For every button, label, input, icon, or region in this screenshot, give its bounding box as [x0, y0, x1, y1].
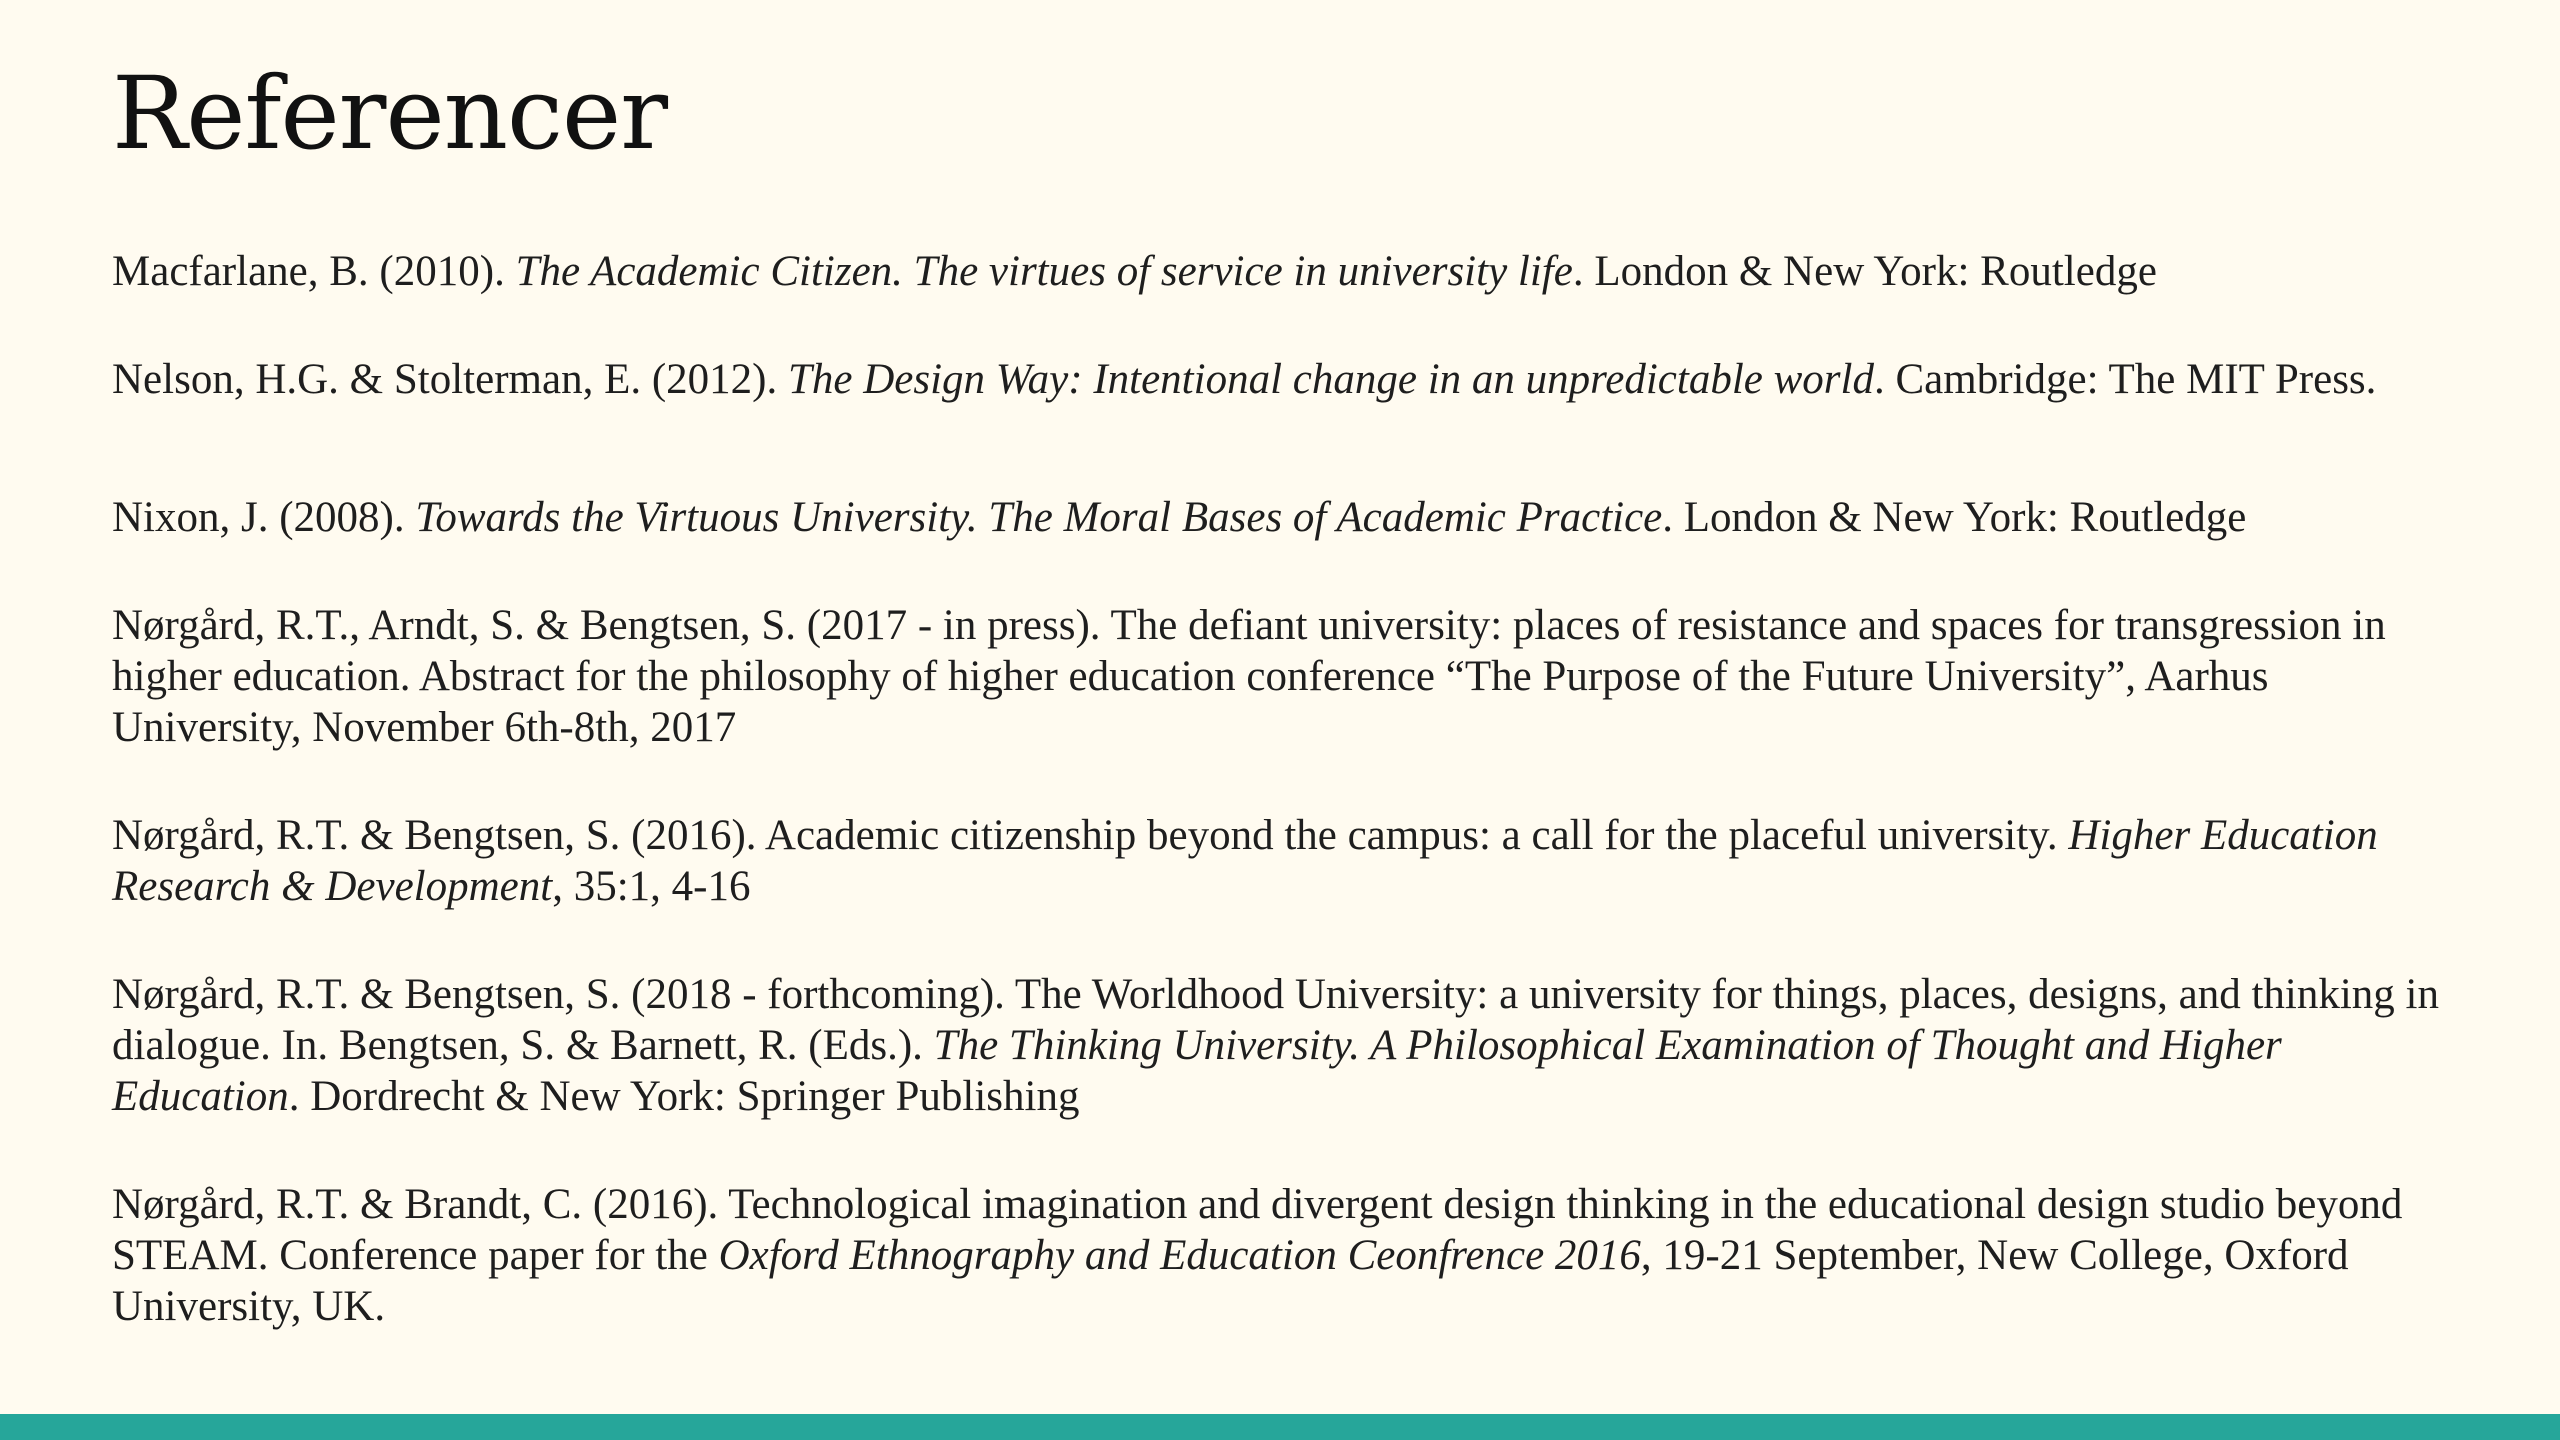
- reference-item: [112, 1179, 2452, 1332]
- reference-text: Nørgård, R.T., Arndt, S. & Bengtsen, S. (2017 - in press). The defiant university: places of resistance and spaces for transgression in higher education. Abstract for the philosophy of higher education conference “The Purpose of the Future University”, Aarhus University, November 6th-8th, 2017: [112, 602, 2386, 751]
- reference-text: Nelson, H.G. & Stolterman, E. (2012).: [112, 356, 788, 403]
- reference-title-italic: The Academic Citizen. The virtues of service in university life: [515, 248, 1573, 295]
- reference-text: Macfarlane, B. (2010).: [112, 248, 516, 295]
- reference-title-italic: The Design Way: Intentional change in an unpredictable world: [787, 356, 1874, 403]
- reference-item: [112, 969, 2452, 1122]
- slide-title: Referencer: [112, 55, 668, 172]
- reference-title-italic: Higher Education Research & Development: [112, 812, 2378, 910]
- reference-item: [112, 600, 2452, 753]
- reference-text: Nørgård, R.T. & Bengtsen, S. (2016). Academic citizenship beyond the campus: a call for the placeful university.: [112, 812, 2069, 859]
- accent-bar: [0, 1414, 2560, 1440]
- reference-item: [112, 492, 2452, 543]
- reference-item: [112, 246, 2452, 297]
- reference-text: Nørgård, R.T. & Bengtsen, S. (2018 - forthcoming). The Worldhood University: a university for things, places, designs, and thinking in dialogue. In. Bengtsen, S. & Barnett, R. (Eds.).: [112, 971, 2439, 1069]
- reference-text: Nørgård, R.T. & Brandt, C. (2016). Technological imagination and divergent design thinking in the educational design studio beyond STEAM. Conference paper for the: [112, 1181, 2403, 1279]
- reference-text: . London & New York: Routledge: [1662, 494, 2247, 541]
- reference-title-italic: The Thinking University. A Philosophical Examination of Thought and Higher Education: [112, 1022, 2282, 1120]
- reference-text: , 35:1, 4-16: [552, 863, 751, 910]
- reference-text: . Dordrecht & New York: Springer Publishing: [288, 1073, 1080, 1120]
- reference-text: . Cambridge: The MIT Press.: [1874, 356, 2377, 403]
- reference-text: , 19-21 September, New College, Oxford University, UK.: [112, 1232, 2349, 1330]
- reference-item: [112, 354, 2452, 405]
- reference-title-italic: Towards the Virtuous University. The Moral Bases of Academic Practice: [415, 494, 1663, 541]
- reference-text: . London & New York: Routledge: [1572, 248, 2157, 295]
- reference-item: [112, 810, 2452, 912]
- reference-text: Nixon, J. (2008).: [112, 494, 416, 541]
- reference-title-italic: Oxford Ethnography and Education Ceonfrence 2016: [718, 1232, 1641, 1279]
